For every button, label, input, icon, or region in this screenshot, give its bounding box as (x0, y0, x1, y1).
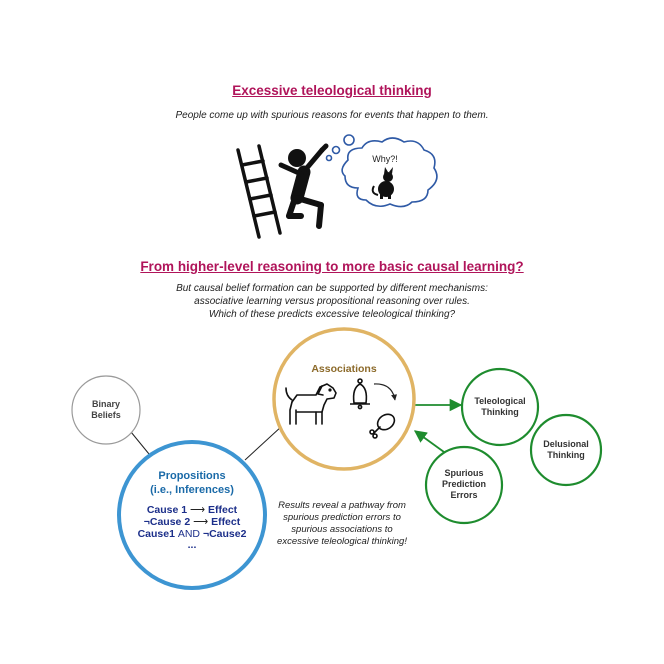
delusional-label-line-1: Delusional (543, 439, 589, 449)
rule-2-effect: Effect (211, 516, 241, 528)
binary-beliefs-label-line-1: Binary (91, 399, 120, 409)
rule-3-cause: Cause1 (137, 528, 175, 540)
spurious-label-line-1: Spurious (444, 468, 484, 478)
connector-propositions-to-associations (245, 426, 282, 460)
rule-1-effect: Effect (208, 504, 238, 516)
explanation-line-3: Which of these predicts excessive teleological thinking? (208, 309, 456, 320)
rule-3-not-cause: ¬Cause2 (202, 528, 247, 540)
binary-beliefs-label-line-2: Beliefs (91, 410, 121, 420)
rule-1-cause: Cause 1 (146, 504, 188, 516)
heading-higher-level-reasoning: From higher-level reasoning to more basic causal learning? (140, 259, 524, 274)
arrow-icon: ⟶ (190, 504, 206, 516)
arrow-icon: ⟶ (193, 516, 209, 528)
falling-person-icon (281, 146, 326, 226)
rule-3-and: AND (177, 528, 201, 540)
rule-2-cause: ¬Cause 2 (143, 516, 191, 528)
conclusion-line-2: spurious prediction errors to (283, 512, 401, 523)
explanation-line-1: But causal belief formation can be supported by different mechanisms: (176, 283, 488, 294)
teleological-label-line-2: Thinking (481, 407, 519, 417)
spurious-label-line-3: Errors (450, 490, 478, 500)
explanation-line-2: associative learning versus propositional reasoning over rules. (194, 296, 470, 307)
delusional-label-line-2: Thinking (547, 450, 585, 460)
associations-label: Associations (311, 363, 377, 375)
rule-line-1 (122, 504, 262, 516)
thought-text: Why?! (372, 154, 398, 164)
subtitle-spurious-reasons: People come up with spurious reasons for events that happen to them. (175, 110, 489, 121)
rule-ellipsis: ... (187, 539, 197, 551)
inferences-label: (i.e., Inferences) (150, 484, 234, 496)
spurious-label-line-2: Prediction (441, 479, 486, 489)
ladder-icon (238, 146, 280, 237)
connector-binary-to-propositions (131, 432, 149, 454)
conclusion-line-4: excessive teleological thinking! (277, 536, 407, 547)
teleological-label-line-1: Teleological (474, 396, 526, 406)
rule-line-2 (122, 516, 262, 528)
arrow-spurious-to-associations (415, 431, 444, 452)
conclusion-line-3: spurious associations to (291, 524, 393, 535)
heading-excessive-teleological-thinking: Excessive teleological thinking (232, 83, 432, 98)
conclusion-line-1: Results reveal a pathway from (278, 500, 406, 511)
propositions-label: Propositions (158, 470, 226, 482)
